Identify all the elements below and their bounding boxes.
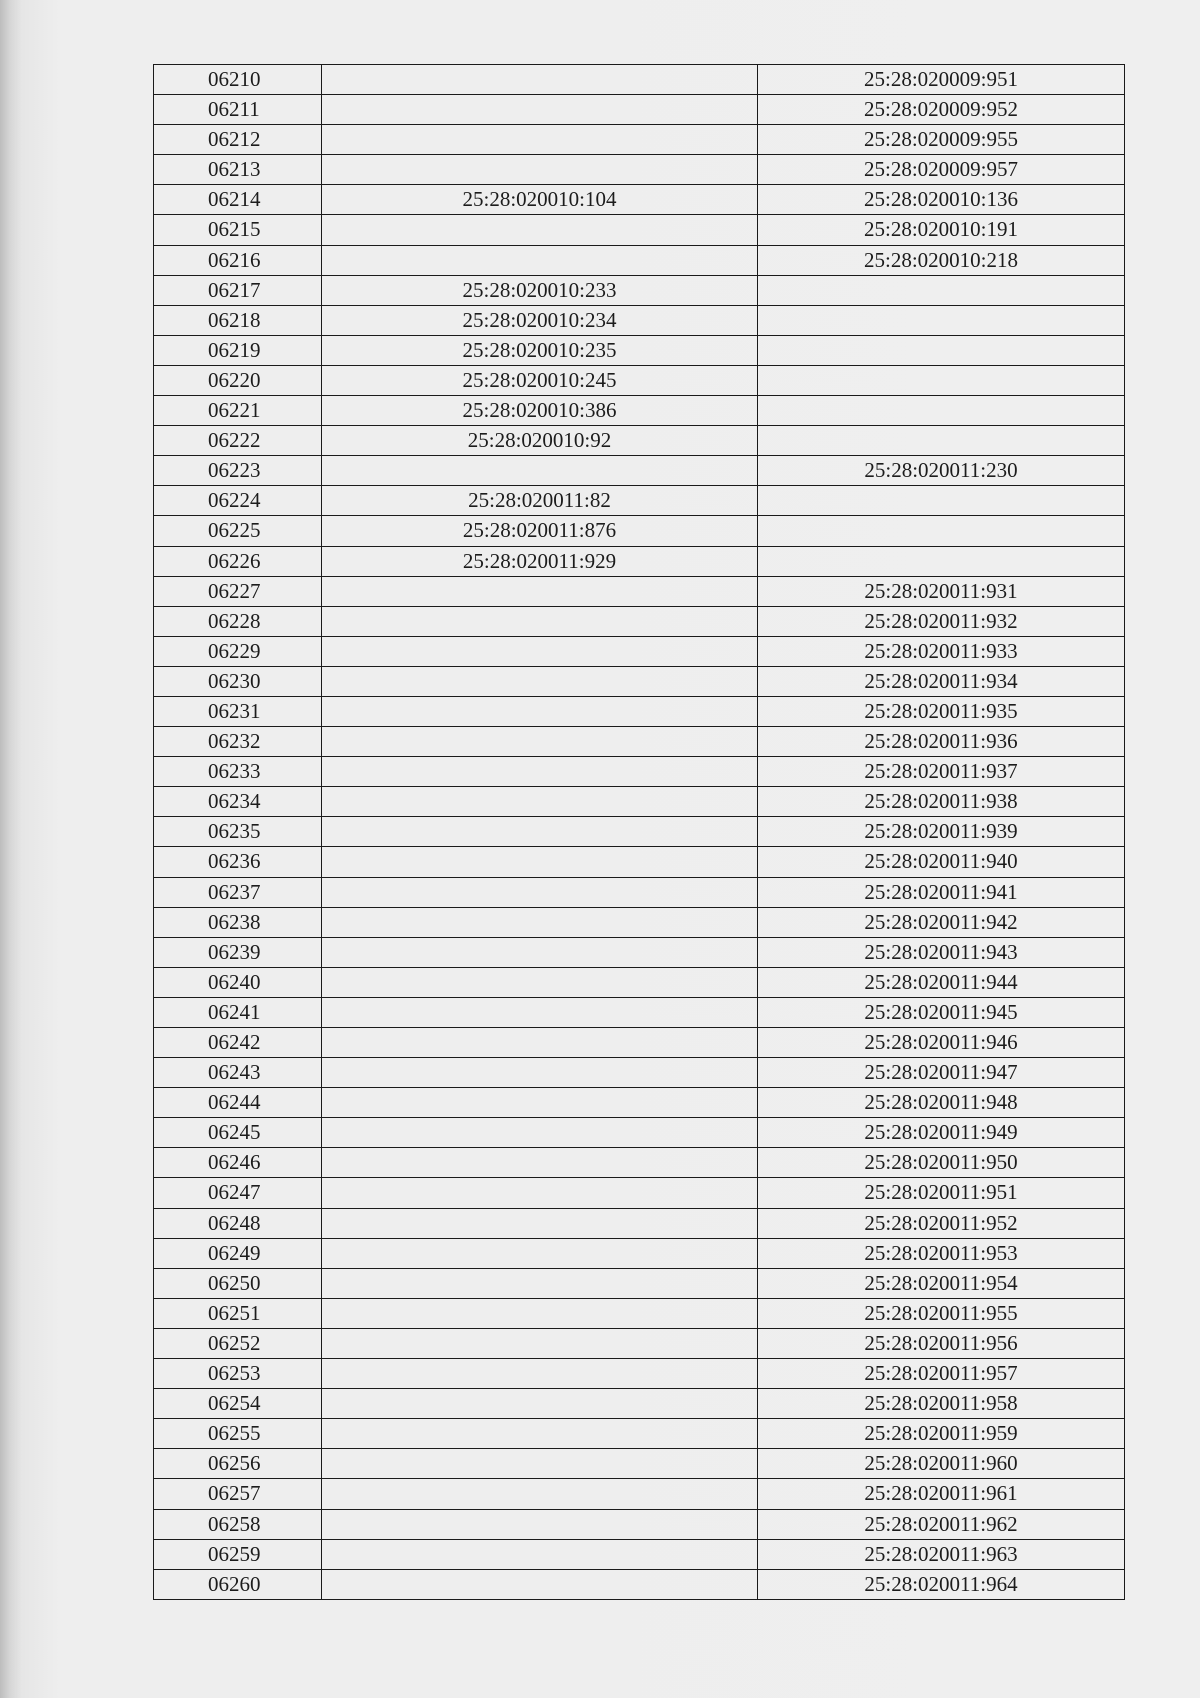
- table-row: [154, 847, 1125, 877]
- row-number-cell: 06244: [154, 1088, 322, 1118]
- table-row: [154, 1208, 1125, 1238]
- row-number-cell: 06211: [154, 95, 322, 125]
- cadastral-number-cell: [322, 787, 758, 817]
- cadastral-number-cell-alt: [758, 335, 1125, 365]
- row-number-cell: 06254: [154, 1389, 322, 1419]
- cadastral-number-cell-alt: 25:28:020011:960: [758, 1449, 1125, 1479]
- table-row: [154, 1088, 1125, 1118]
- row-number-cell: 06212: [154, 125, 322, 155]
- table-body: [154, 65, 1125, 1600]
- cadastral-number-cell: [322, 1509, 758, 1539]
- cadastral-number-cell-alt: 25:28:020009:957: [758, 155, 1125, 185]
- cadastral-number-cell: 25:28:020010:234: [322, 305, 758, 335]
- row-number-cell: 06256: [154, 1449, 322, 1479]
- cadastral-number-cell-alt: 25:28:020010:191: [758, 215, 1125, 245]
- cadastral-number-cell: [322, 636, 758, 666]
- row-number-cell: 06235: [154, 817, 322, 847]
- table-row: [154, 215, 1125, 245]
- cadastral-number-cell-alt: [758, 396, 1125, 426]
- table-row: [154, 636, 1125, 666]
- table-row: [154, 365, 1125, 395]
- row-number-cell: 06232: [154, 727, 322, 757]
- cadastral-number-cell: [322, 1539, 758, 1569]
- cadastral-number-cell-alt: 25:28:020011:943: [758, 937, 1125, 967]
- row-number-cell: 06253: [154, 1359, 322, 1389]
- cadastral-number-cell: [322, 757, 758, 787]
- table-row: [154, 997, 1125, 1027]
- table-row: [154, 1148, 1125, 1178]
- cadastral-number-cell-alt: 25:28:020011:954: [758, 1268, 1125, 1298]
- table-row: [154, 1028, 1125, 1058]
- cadastral-number-cell: [322, 1058, 758, 1088]
- cadastral-number-cell: [322, 1328, 758, 1358]
- cadastral-number-cell-alt: [758, 546, 1125, 576]
- table-row: [154, 335, 1125, 365]
- table-row: [154, 1479, 1125, 1509]
- cadastral-number-cell-alt: 25:28:020009:952: [758, 95, 1125, 125]
- cadastral-number-cell: [322, 155, 758, 185]
- cadastral-number-cell-alt: 25:28:020011:944: [758, 967, 1125, 997]
- row-number-cell: 06222: [154, 426, 322, 456]
- cadastral-number-cell-alt: 25:28:020011:945: [758, 997, 1125, 1027]
- row-number-cell: 06243: [154, 1058, 322, 1088]
- row-number-cell: 06216: [154, 245, 322, 275]
- cadastral-number-cell-alt: 25:28:020011:949: [758, 1118, 1125, 1148]
- row-number-cell: 06240: [154, 967, 322, 997]
- cadastral-number-cell: [322, 95, 758, 125]
- row-number-cell: 06242: [154, 1028, 322, 1058]
- cadastral-number-cell-alt: 25:28:020011:955: [758, 1298, 1125, 1328]
- cadastral-number-cell: [322, 456, 758, 486]
- row-number-cell: 06259: [154, 1539, 322, 1569]
- cadastral-number-cell-alt: 25:28:020011:942: [758, 907, 1125, 937]
- cadastral-number-cell-alt: 25:28:020011:937: [758, 757, 1125, 787]
- cadastral-number-cell: [322, 907, 758, 937]
- row-number-cell: 06228: [154, 606, 322, 636]
- table-row: [154, 606, 1125, 636]
- table-row: [154, 1509, 1125, 1539]
- row-number-cell: 06252: [154, 1328, 322, 1358]
- row-number-cell: 06210: [154, 65, 322, 95]
- cadastral-number-cell-alt: 25:28:020009:955: [758, 125, 1125, 155]
- cadastral-number-cell: 25:28:020010:92: [322, 426, 758, 456]
- cadastral-number-cell: 25:28:020010:104: [322, 185, 758, 215]
- cadastral-number-cell-alt: 25:28:020010:218: [758, 245, 1125, 275]
- cadastral-number-cell-alt: 25:28:020011:941: [758, 877, 1125, 907]
- cadastral-number-cell-alt: 25:28:020011:946: [758, 1028, 1125, 1058]
- cadastral-number-cell: [322, 877, 758, 907]
- cadastral-number-cell-alt: 25:28:020011:963: [758, 1539, 1125, 1569]
- row-number-cell: 06247: [154, 1178, 322, 1208]
- table-row: [154, 1389, 1125, 1419]
- table-row: [154, 305, 1125, 335]
- cadastral-number-cell: 25:28:020010:386: [322, 396, 758, 426]
- row-number-cell: 06233: [154, 757, 322, 787]
- table-row: [154, 396, 1125, 426]
- cadastral-number-cell: [322, 696, 758, 726]
- cadastral-number-cell-alt: 25:28:020011:934: [758, 666, 1125, 696]
- cadastral-number-cell-alt: [758, 516, 1125, 546]
- cadastral-number-cell-alt: 25:28:020011:948: [758, 1088, 1125, 1118]
- table-row: [154, 576, 1125, 606]
- cadastral-number-cell: [322, 1148, 758, 1178]
- row-number-cell: 06234: [154, 787, 322, 817]
- cadastral-number-cell: 25:28:020011:929: [322, 546, 758, 576]
- row-number-cell: 06230: [154, 666, 322, 696]
- cadastral-number-cell-alt: [758, 305, 1125, 335]
- table-row: [154, 1419, 1125, 1449]
- cadastral-number-cell-alt: 25:28:020011:952: [758, 1208, 1125, 1238]
- table-row: [154, 967, 1125, 997]
- cadastral-number-cell-alt: 25:28:020011:936: [758, 727, 1125, 757]
- cadastral-number-cell-alt: 25:28:020011:940: [758, 847, 1125, 877]
- cadastral-number-cell-alt: 25:28:020011:950: [758, 1148, 1125, 1178]
- row-number-cell: 06225: [154, 516, 322, 546]
- cadastral-number-cell-alt: 25:28:020010:136: [758, 185, 1125, 215]
- row-number-cell: 06220: [154, 365, 322, 395]
- cadastral-number-cell: [322, 1298, 758, 1328]
- row-number-cell: 06239: [154, 937, 322, 967]
- row-number-cell: 06246: [154, 1148, 322, 1178]
- cadastral-number-cell: [322, 967, 758, 997]
- cadastral-number-cell: [322, 1479, 758, 1509]
- cadastral-number-cell-alt: 25:28:020009:951: [758, 65, 1125, 95]
- cadastral-number-cell: [322, 125, 758, 155]
- row-number-cell: 06215: [154, 215, 322, 245]
- cadastral-number-cell-alt: [758, 426, 1125, 456]
- cadastral-number-cell-alt: 25:28:020011:957: [758, 1359, 1125, 1389]
- row-number-cell: 06238: [154, 907, 322, 937]
- cadastral-number-cell: 25:28:020010:245: [322, 365, 758, 395]
- cadastral-number-cell: [322, 997, 758, 1027]
- table-row: [154, 185, 1125, 215]
- table-row: [154, 1298, 1125, 1328]
- table-row: [154, 1328, 1125, 1358]
- table-row: [154, 426, 1125, 456]
- row-number-cell: 06221: [154, 396, 322, 426]
- table-row: [154, 1268, 1125, 1298]
- cadastral-number-cell: [322, 817, 758, 847]
- cadastral-number-cell-alt: 25:28:020011:953: [758, 1238, 1125, 1268]
- table-row: [154, 1238, 1125, 1268]
- cadastral-number-cell-alt: [758, 365, 1125, 395]
- table-row: [154, 65, 1125, 95]
- cadastral-number-cell: [322, 666, 758, 696]
- table-row: [154, 937, 1125, 967]
- cadastral-number-cell: 25:28:020010:235: [322, 335, 758, 365]
- row-number-cell: 06214: [154, 185, 322, 215]
- cadastral-number-cell: [322, 847, 758, 877]
- row-number-cell: 06237: [154, 877, 322, 907]
- cadastral-number-table: [153, 64, 1125, 1600]
- cadastral-number-cell-alt: 25:28:020011:951: [758, 1178, 1125, 1208]
- table-row: [154, 1569, 1125, 1599]
- row-number-cell: 06227: [154, 576, 322, 606]
- row-number-cell: 06260: [154, 1569, 322, 1599]
- row-number-cell: 06245: [154, 1118, 322, 1148]
- table-row: [154, 245, 1125, 275]
- cadastral-number-cell-alt: 25:28:020011:962: [758, 1509, 1125, 1539]
- cadastral-number-cell-alt: 25:28:020011:935: [758, 696, 1125, 726]
- row-number-cell: 06223: [154, 456, 322, 486]
- cadastral-number-cell: [322, 215, 758, 245]
- cadastral-number-cell: [322, 65, 758, 95]
- table-row: [154, 1118, 1125, 1148]
- cadastral-number-cell: [322, 1359, 758, 1389]
- cadastral-number-cell: [322, 1419, 758, 1449]
- cadastral-number-cell: [322, 727, 758, 757]
- cadastral-number-cell: [322, 606, 758, 636]
- row-number-cell: 06249: [154, 1238, 322, 1268]
- cadastral-number-cell: [322, 1449, 758, 1479]
- cadastral-number-cell: [322, 1028, 758, 1058]
- row-number-cell: 06224: [154, 486, 322, 516]
- cadastral-number-cell: [322, 1178, 758, 1208]
- cadastral-number-cell: 25:28:020011:82: [322, 486, 758, 516]
- cadastral-number-cell-alt: 25:28:020011:961: [758, 1479, 1125, 1509]
- table-row: [154, 1058, 1125, 1088]
- table-row: [154, 486, 1125, 516]
- cadastral-number-cell: [322, 1238, 758, 1268]
- cadastral-number-cell-alt: 25:28:020011:938: [758, 787, 1125, 817]
- cadastral-number-cell: [322, 1088, 758, 1118]
- cadastral-number-cell-alt: 25:28:020011:933: [758, 636, 1125, 666]
- table-row: [154, 546, 1125, 576]
- table-row: [154, 757, 1125, 787]
- cadastral-number-cell: [322, 1389, 758, 1419]
- cadastral-number-cell-alt: 25:28:020011:964: [758, 1569, 1125, 1599]
- cadastral-number-cell: [322, 1118, 758, 1148]
- table-row: [154, 877, 1125, 907]
- row-number-cell: 06241: [154, 997, 322, 1027]
- row-number-cell: 06258: [154, 1509, 322, 1539]
- cadastral-number-cell-alt: 25:28:020011:947: [758, 1058, 1125, 1088]
- table-row: [154, 787, 1125, 817]
- cadastral-number-cell-alt: 25:28:020011:956: [758, 1328, 1125, 1358]
- table-row: [154, 666, 1125, 696]
- cadastral-number-cell-alt: 25:28:020011:939: [758, 817, 1125, 847]
- row-number-cell: 06231: [154, 696, 322, 726]
- row-number-cell: 06251: [154, 1298, 322, 1328]
- cadastral-number-cell-alt: [758, 486, 1125, 516]
- table-row: [154, 125, 1125, 155]
- row-number-cell: 06250: [154, 1268, 322, 1298]
- cadastral-number-cell: 25:28:020010:233: [322, 275, 758, 305]
- table-row: [154, 1178, 1125, 1208]
- row-number-cell: 06257: [154, 1479, 322, 1509]
- cadastral-number-cell-alt: 25:28:020011:931: [758, 576, 1125, 606]
- table-row: [154, 155, 1125, 185]
- table-row: [154, 1449, 1125, 1479]
- cadastral-number-cell-alt: 25:28:020011:932: [758, 606, 1125, 636]
- cadastral-number-cell-alt: 25:28:020011:958: [758, 1389, 1125, 1419]
- cadastral-number-cell: [322, 1208, 758, 1238]
- cadastral-number-cell: [322, 245, 758, 275]
- cadastral-number-cell: [322, 576, 758, 606]
- cadastral-number-cell: [322, 937, 758, 967]
- row-number-cell: 06236: [154, 847, 322, 877]
- table-row: [154, 1539, 1125, 1569]
- table-row: [154, 275, 1125, 305]
- row-number-cell: 06226: [154, 546, 322, 576]
- row-number-cell: 06229: [154, 636, 322, 666]
- table-row: [154, 727, 1125, 757]
- table-row: [154, 696, 1125, 726]
- row-number-cell: 06218: [154, 305, 322, 335]
- row-number-cell: 06219: [154, 335, 322, 365]
- cadastral-number-cell-alt: 25:28:020011:230: [758, 456, 1125, 486]
- row-number-cell: 06255: [154, 1419, 322, 1449]
- table-row: [154, 1359, 1125, 1389]
- cadastral-number-cell: [322, 1569, 758, 1599]
- cadastral-number-cell-alt: 25:28:020011:959: [758, 1419, 1125, 1449]
- table-row: [154, 456, 1125, 486]
- row-number-cell: 06217: [154, 275, 322, 305]
- row-number-cell: 06248: [154, 1208, 322, 1238]
- table-row: [154, 95, 1125, 125]
- cadastral-number-cell: 25:28:020011:876: [322, 516, 758, 546]
- table-row: [154, 907, 1125, 937]
- row-number-cell: 06213: [154, 155, 322, 185]
- table-row: [154, 516, 1125, 546]
- cadastral-number-cell-alt: [758, 275, 1125, 305]
- table-row: [154, 817, 1125, 847]
- cadastral-number-cell: [322, 1268, 758, 1298]
